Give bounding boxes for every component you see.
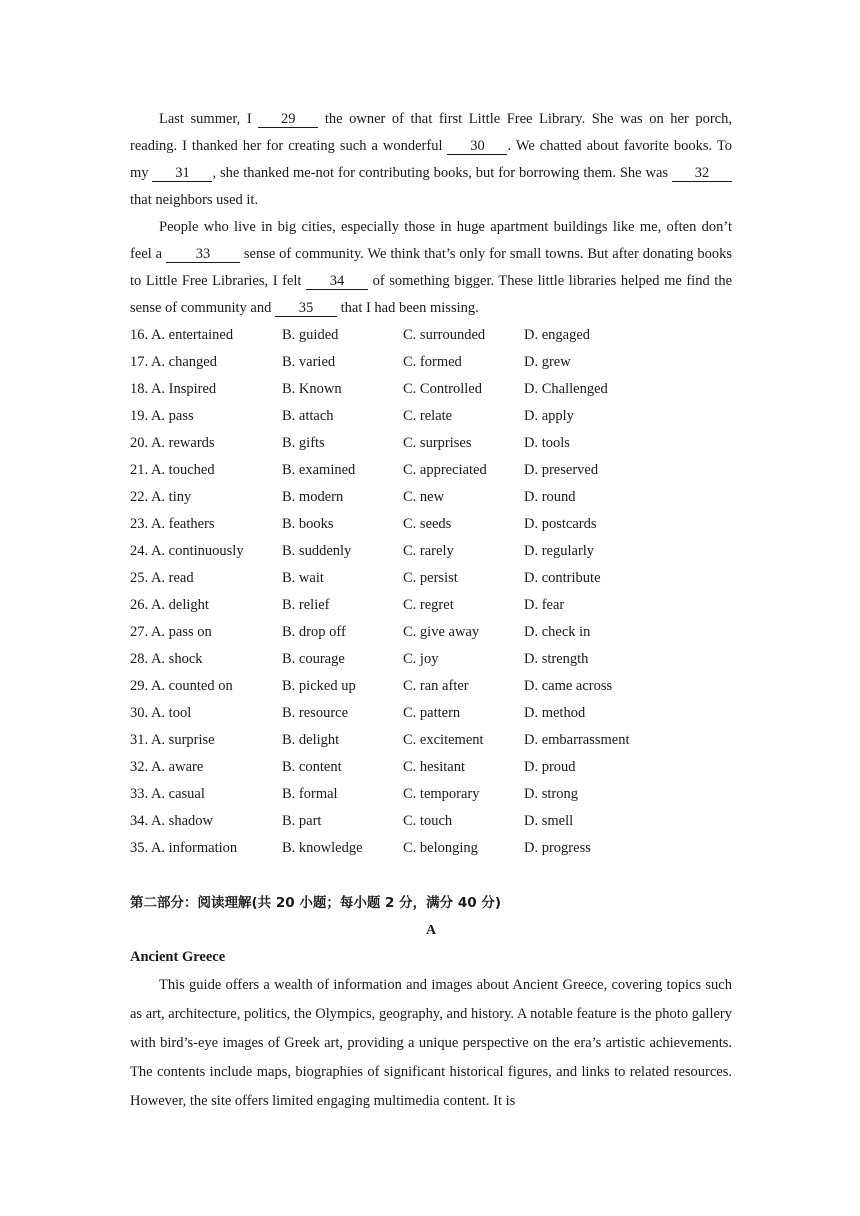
answer-options-table <box>130 322 732 862</box>
option-choice: D. progress <box>524 840 591 856</box>
option-row <box>130 592 732 619</box>
passage-text: . We chatted about favorite books. To my <box>130 138 732 181</box>
option-choice: B. courage <box>282 651 345 667</box>
option-choice: D. postcards <box>524 516 597 532</box>
option-choice: D. proud <box>524 759 576 775</box>
option-choice: B. examined <box>282 462 356 478</box>
option-choice: C. surprises <box>403 435 472 451</box>
option-choice: 21. A. touched <box>130 462 215 478</box>
option-choice: B. relief <box>282 597 330 613</box>
option-choice: C. seeds <box>403 516 452 532</box>
option-row <box>130 430 732 457</box>
option-row <box>130 781 732 808</box>
option-choice: C. give away <box>403 624 480 640</box>
option-choice: C. Controlled <box>403 381 482 397</box>
blank-31: 31 <box>152 165 212 182</box>
blank-32: 32 <box>672 165 732 182</box>
option-choice: C. new <box>403 489 445 505</box>
passage-text: Last summer, I <box>159 111 259 127</box>
option-choice: 27. A. pass on <box>130 624 212 640</box>
option-choice: 32. A. aware <box>130 759 204 775</box>
option-choice: 23. A. feathers <box>130 516 215 532</box>
option-row <box>130 322 732 349</box>
option-choice: C. touch <box>403 813 453 829</box>
option-choice: 28. A. shock <box>130 651 203 667</box>
option-choice: B. formal <box>282 786 338 802</box>
option-choice: B. varied <box>282 354 336 370</box>
option-row <box>130 619 732 646</box>
option-choice: C. hesitant <box>403 759 466 775</box>
option-choice: 22. A. tiny <box>130 489 192 505</box>
option-row <box>130 565 732 592</box>
option-choice: C. surrounded <box>403 327 486 343</box>
option-choice: 35. A. information <box>130 840 238 856</box>
option-choice: D. preserved <box>524 462 599 478</box>
option-choice: B. drop off <box>282 624 346 640</box>
option-choice: B. part <box>282 813 322 829</box>
blank-33: 33 <box>166 246 240 263</box>
option-choice: D. embarrassment <box>524 732 630 748</box>
option-choice: C. joy <box>403 651 439 667</box>
passage-text: People who live in big cities, especially those in huge apartment buildings like me, often don’t feel a <box>130 219 732 262</box>
option-choice: B. content <box>282 759 342 775</box>
section-heading: 第二部分：阅读理解(共 20 小题；每小题 2 分，满分 40 分) <box>130 895 502 911</box>
option-choice: 17. A. changed <box>130 354 217 370</box>
option-choice: D. strength <box>524 651 589 667</box>
option-row <box>130 646 732 673</box>
article-paragraph: This guide offers a wealth of information and images about Ancient Greece, covering topics such as art, architecture, politics, the Olympics, geography, and history. A notable feature is the photo gallery with bird’s-eye images of Greek art, providing a unique perspective on the era’s artistic achievements. The contents include maps, biographies of significant historical figures, and links to related resources. However, the site offers limited engaging multimedia content. It is <box>130 977 732 1109</box>
passage-text: that I had been missing. <box>336 300 479 316</box>
document-page <box>130 106 732 1116</box>
blank-35: 35 <box>275 300 337 317</box>
option-choice: B. delight <box>282 732 340 748</box>
blank-30: 30 <box>447 138 507 155</box>
option-row <box>130 808 732 835</box>
option-choice: D. engaged <box>524 327 591 343</box>
option-choice: 34. A. shadow <box>130 813 213 829</box>
option-choice: C. ran after <box>403 678 469 694</box>
option-choice: 16. A. entertained <box>130 327 234 343</box>
option-row <box>130 349 732 376</box>
passage-paragraph-2 <box>130 214 732 322</box>
option-choice: B. attach <box>282 408 334 424</box>
option-choice: 25. A. read <box>130 570 194 586</box>
option-choice: 30. A. tool <box>130 705 192 721</box>
option-row <box>130 754 732 781</box>
option-choice: C. pattern <box>403 705 461 721</box>
option-row <box>130 511 732 538</box>
option-choice: D. round <box>524 489 576 505</box>
option-row <box>130 376 732 403</box>
blank-29: 29 <box>258 111 318 128</box>
option-choice: B. wait <box>282 570 324 586</box>
option-choice: 24. A. continuously <box>130 543 244 559</box>
option-choice: C. excitement <box>403 732 484 748</box>
option-choice: B. guided <box>282 327 339 343</box>
option-choice: D. regularly <box>524 543 595 559</box>
part-letter: A <box>425 923 437 938</box>
option-choice: B. gifts <box>282 435 325 451</box>
option-choice: 31. A. surprise <box>130 732 215 748</box>
option-choice: D. method <box>524 705 586 721</box>
option-choice: B. knowledge <box>282 840 363 856</box>
option-choice: 26. A. delight <box>130 597 209 613</box>
passage-text: sense of community. We think that’s only for small towns. But after donating books to Little Free Libraries, I felt <box>130 246 732 289</box>
option-choice: D. came across <box>524 678 613 694</box>
passage-text: , she thanked me-not for contributing books, but for borrowing them. She was <box>212 165 672 181</box>
passage-paragraph-1 <box>130 106 732 214</box>
option-choice: C. belonging <box>403 840 478 856</box>
option-choice: 20. A. rewards <box>130 435 215 451</box>
option-choice: 33. A. casual <box>130 786 205 802</box>
option-row <box>130 457 732 484</box>
option-row <box>130 484 732 511</box>
option-choice: 29. A. counted on <box>130 678 233 694</box>
option-row <box>130 727 732 754</box>
option-choice: C. relate <box>403 408 453 424</box>
option-choice: D. Challenged <box>524 381 608 397</box>
option-choice: B. Known <box>282 381 342 397</box>
option-choice: C. persist <box>403 570 458 586</box>
option-choice: B. modern <box>282 489 344 505</box>
option-row <box>130 700 732 727</box>
option-choice: D. check in <box>524 624 591 640</box>
option-choice: B. picked up <box>282 678 356 694</box>
option-choice: 19. A. pass <box>130 408 194 424</box>
option-choice: D. strong <box>524 786 578 802</box>
option-choice: C. rarely <box>403 543 454 559</box>
option-choice: D. apply <box>524 408 574 424</box>
option-row <box>130 673 732 700</box>
passage-text: that neighbors used it. <box>130 192 259 208</box>
option-choice: D. contribute <box>524 570 601 586</box>
blank-34: 34 <box>306 273 368 290</box>
option-choice: C. appreciated <box>403 462 487 478</box>
option-choice: C. regret <box>403 597 454 613</box>
option-row <box>130 403 732 430</box>
option-choice: C. temporary <box>403 786 480 802</box>
option-row <box>130 538 732 565</box>
option-choice: B. resource <box>282 705 349 721</box>
option-choice: B. books <box>282 516 334 532</box>
option-row <box>130 835 732 862</box>
article-body <box>130 971 732 1116</box>
option-choice: D. grew <box>524 354 571 370</box>
option-choice: D. fear <box>524 597 565 613</box>
option-choice: 18. A. Inspired <box>130 381 217 397</box>
passage-text: of something bigger. These little libraries helped me find the sense of community and <box>130 273 733 316</box>
option-choice: B. suddenly <box>282 543 352 559</box>
article-title: Ancient Greece <box>130 949 226 965</box>
option-choice: D. smell <box>524 813 574 829</box>
passage-text: the owner of that first Little Free Library. She was on her porch, reading. I thanked her for creating such a wonderful <box>130 111 732 154</box>
option-choice: C. formed <box>403 354 462 370</box>
option-choice: D. tools <box>524 435 570 451</box>
